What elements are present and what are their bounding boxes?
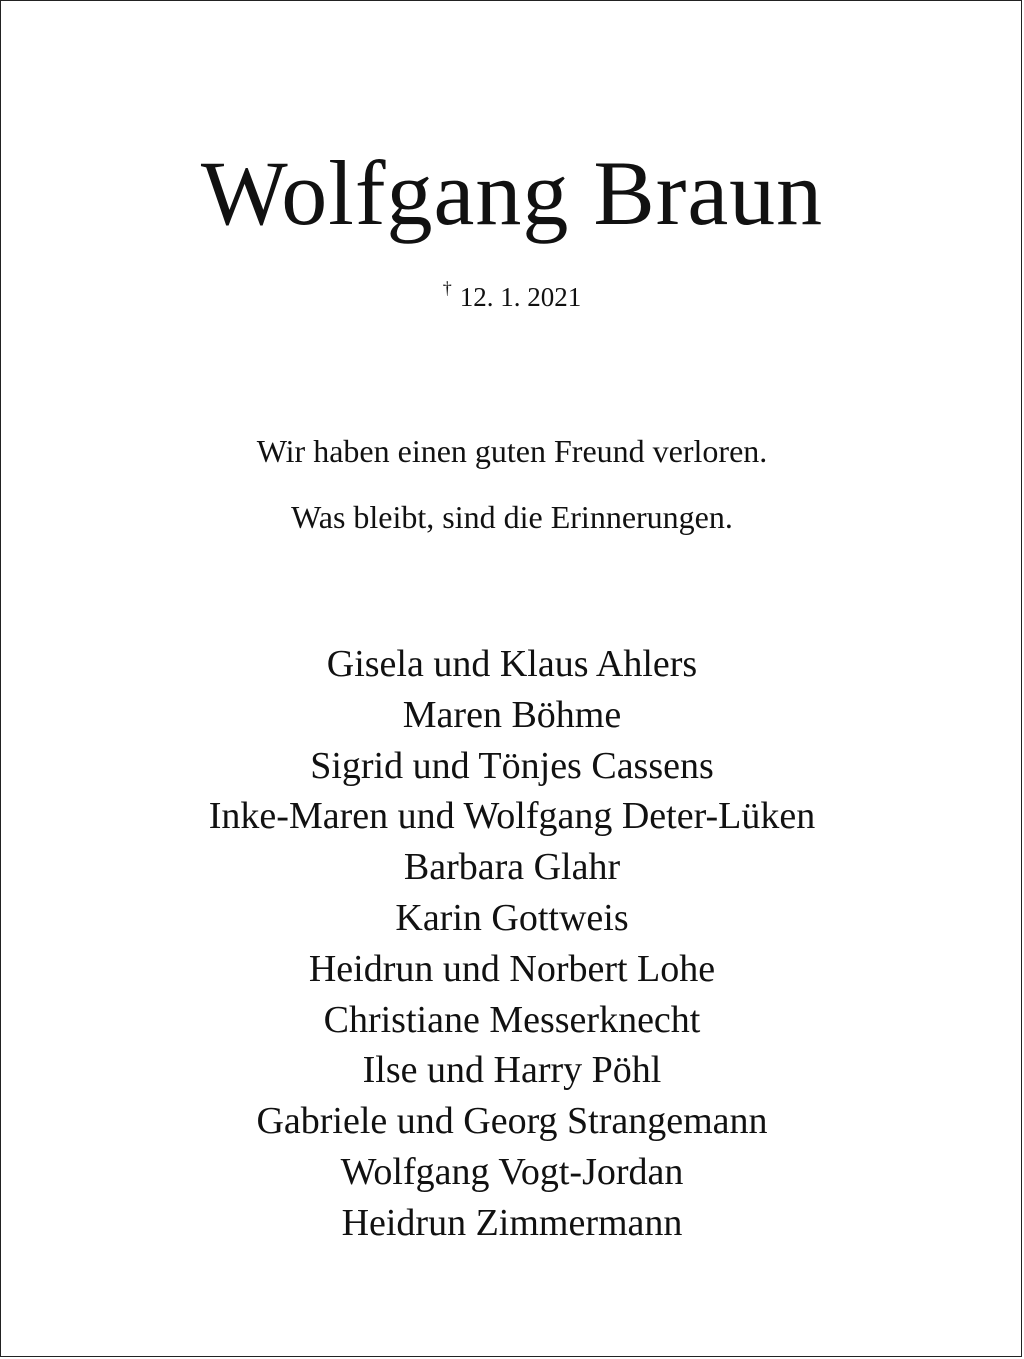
mourner-name: Gabriele und Georg Strangemann (256, 1100, 768, 1143)
mourner-name: Karin Gottweis (395, 896, 629, 939)
quote-line: Was bleibt, sind die Erinnerungen. (291, 499, 733, 535)
memorial-quote (0, 418, 1024, 550)
mourners-list (0, 639, 1024, 1249)
death-date-line (0, 270, 1024, 315)
mourner-name: Barbara Glahr (403, 846, 621, 889)
mourner-name: Sigrid und Tönjes Cassens (310, 744, 714, 787)
quote-line: Wir haben einen guten Freund verloren. (256, 433, 768, 469)
deceased-name: Wolfgang Braun (200, 142, 824, 244)
cross-icon: † (442, 278, 452, 298)
mourner-name: Heidrun Zimmermann (341, 1201, 683, 1244)
mourner-name: Christiane Messerknecht (323, 998, 701, 1041)
mourner-name: Gisela und Klaus Ahlers (326, 643, 698, 685)
mourner-name: Inke-Maren und Wolfgang Deter-Lüken (208, 795, 816, 838)
mourner-name: Heidrun und Norbert Lohe (308, 947, 716, 990)
death-date: 12. 1. 2021 (459, 282, 582, 312)
mourner-name: Maren Böhme (402, 693, 622, 736)
mourner-name: Wolfgang Vogt-Jordan (340, 1150, 684, 1193)
mourner-name: Ilse und Harry Pöhl (362, 1049, 662, 1092)
